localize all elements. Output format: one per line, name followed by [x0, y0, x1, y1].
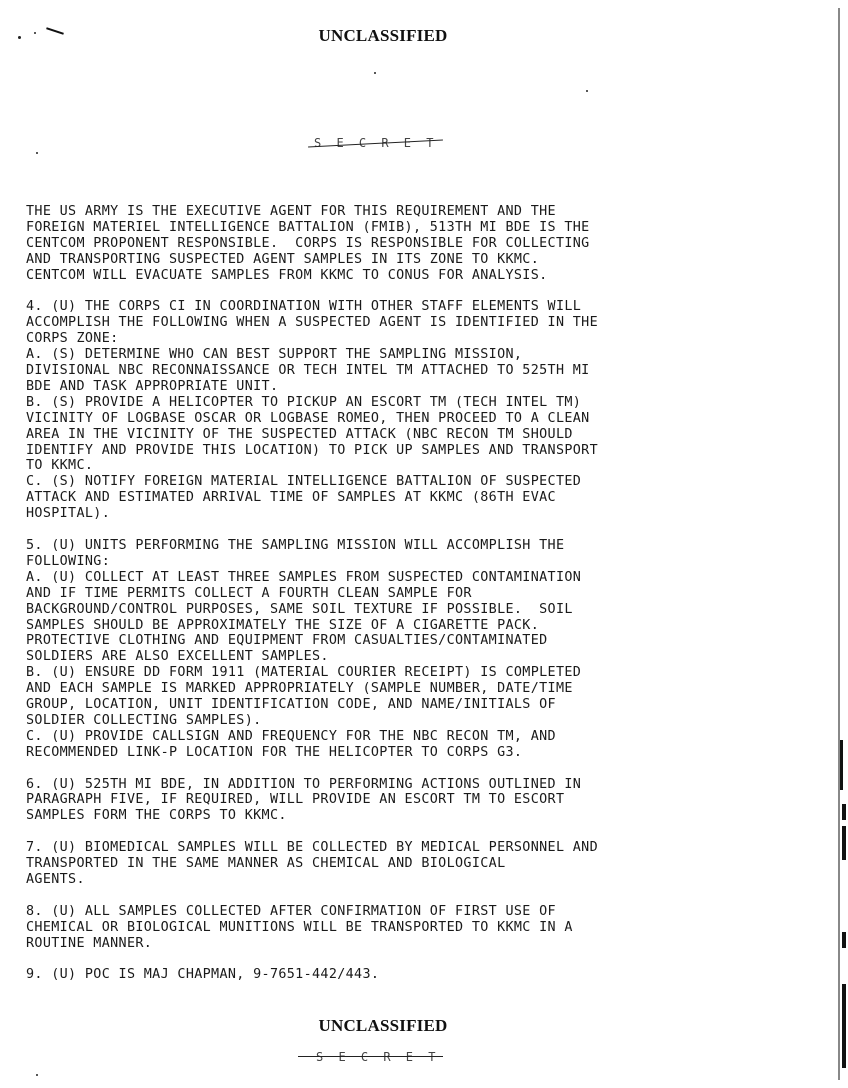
- scan-mark: [842, 932, 846, 948]
- paragraph-7: [26, 840, 726, 888]
- text-line: PARAGRAPH FIVE, IF REQUIRED, WILL PROVIDE AN ESCORT TM TO ESCORT: [26, 792, 565, 808]
- strikethrough-line: [298, 1056, 443, 1057]
- message-body: [26, 204, 726, 999]
- scan-mark: [840, 740, 843, 790]
- scan-mark: [842, 804, 846, 820]
- secret-marking-text: S E C R E T: [314, 136, 438, 150]
- text-line: A. (S) DETERMINE WHO CAN BEST SUPPORT THE SAMPLING MISSION,: [26, 347, 523, 363]
- text-line: FOREIGN MATERIEL INTELLIGENCE BATTALION (FMIB), 513TH MI BDE IS THE: [26, 219, 590, 235]
- text-line: CHEMICAL OR BIOLOGICAL MUNITIONS WILL BE TRANSPORTED TO KKMC IN A: [26, 919, 573, 935]
- text-line: RECOMMENDED LINK-P LOCATION FOR THE HELICOPTER TO CORPS G3.: [26, 744, 523, 760]
- paragraph-5: [26, 538, 726, 761]
- scan-mark: [842, 984, 846, 1068]
- text-line: 9. (U) POC IS MAJ CHAPMAN, 9-7651-442/443.: [26, 967, 380, 983]
- scan-edge-line: [838, 8, 840, 1080]
- text-line: AND EACH SAMPLE IS MARKED APPROPRIATELY (SAMPLE NUMBER, DATE/TIME: [26, 681, 573, 697]
- text-line: AGENTS.: [26, 872, 85, 887]
- text-line: VICINITY OF LOGBASE OSCAR OR LOGBASE ROMEO, THEN PROCEED TO A CLEAN: [26, 410, 590, 426]
- text-line: TO KKMC.: [26, 458, 94, 474]
- text-line: B. (U) ENSURE DD FORM 1911 (MATERIAL COURIER RECEIPT) IS COMPLETED: [26, 665, 582, 681]
- scan-dot: [36, 152, 38, 154]
- classification-footer: UNCLASSIFIED: [318, 1016, 448, 1035]
- text-line: 4. (U) THE CORPS CI IN COORDINATION WITH OTHER STAFF ELEMENTS WILL: [26, 299, 582, 315]
- text-line: CENTCOM WILL EVACUATE SAMPLES FROM KKMC TO CONUS FOR ANALYSIS.: [26, 267, 548, 283]
- text-line: THE US ARMY IS THE EXECUTIVE AGENT FOR THIS REQUIREMENT AND THE: [26, 204, 556, 219]
- scan-dot: [374, 72, 376, 74]
- text-line: IDENTIFY AND PROVIDE THIS LOCATION) TO PICK UP SAMPLES AND TRANSPORT: [26, 442, 599, 458]
- text-line: B. (S) PROVIDE A HELICOPTER TO PICKUP AN ESCORT TM (TECH INTEL TM): [26, 394, 582, 410]
- text-line: AND IF TIME PERMITS COLLECT A FOURTH CLEAN SAMPLE FOR: [26, 585, 472, 601]
- text-line: 8. (U) ALL SAMPLES COLLECTED AFTER CONFIRMATION OF FIRST USE OF: [26, 903, 556, 919]
- text-line: CORPS ZONE:: [26, 331, 119, 347]
- text-line: GROUP, LOCATION, UNIT IDENTIFICATION CODE, AND NAME/INITIALS OF: [26, 697, 556, 713]
- secret-marking-top: [314, 136, 437, 150]
- paragraph-9: [26, 967, 726, 983]
- secret-marking-text: S E C R E T: [316, 1050, 440, 1064]
- text-line: TRANSPORTED IN THE SAME MANNER AS CHEMICAL AND BIOLOGICAL: [26, 856, 506, 872]
- intro-paragraph: [26, 204, 726, 284]
- paragraph-4: [26, 299, 726, 522]
- text-line: AND TRANSPORTING SUSPECTED AGENT SAMPLES IN ITS ZONE TO KKMC.: [26, 251, 540, 267]
- scan-dot: [36, 1074, 38, 1076]
- secret-marking-bottom: [316, 1050, 439, 1064]
- text-line: 6. (U) 525TH MI BDE, IN ADDITION TO PERFORMING ACTIONS OUTLINED IN: [26, 776, 582, 792]
- text-line: FOLLOWING:: [26, 553, 111, 569]
- text-line: ATTACK AND ESTIMATED ARRIVAL TIME OF SAMPLES AT KKMC (86TH EVAC: [26, 490, 556, 506]
- text-line: SAMPLES FORM THE CORPS TO KKMC.: [26, 808, 287, 824]
- text-line: SOLDIER COLLECTING SAMPLES).: [26, 712, 262, 728]
- text-line: C. (S) NOTIFY FOREIGN MATERIAL INTELLIGENCE BATTALION OF SUSPECTED: [26, 474, 582, 490]
- text-line: BACKGROUND/CONTROL PURPOSES, SAME SOIL TEXTURE IF POSSIBLE. SOIL: [26, 601, 573, 617]
- text-line: DIVISIONAL NBC RECONNAISSANCE OR TECH INTEL TM ATTACHED TO 525TH MI: [26, 363, 590, 379]
- text-line: 7. (U) BIOMEDICAL SAMPLES WILL BE COLLECTED BY MEDICAL PERSONNEL AND: [26, 840, 599, 856]
- scan-mark: [842, 826, 846, 860]
- scan-dot: [586, 90, 588, 92]
- text-line: AREA IN THE VICINITY OF THE SUSPECTED ATTACK (NBC RECON TM SHOULD: [26, 426, 573, 442]
- paragraph-6: [26, 777, 726, 825]
- text-line: PROTECTIVE CLOTHING AND EQUIPMENT FROM CASUALTIES/CONTAMINATED: [26, 633, 548, 649]
- text-line: HOSPITAL).: [26, 506, 111, 522]
- text-line: ACCOMPLISH THE FOLLOWING WHEN A SUSPECTED AGENT IS IDENTIFIED IN THE: [26, 315, 599, 331]
- text-line: 5. (U) UNITS PERFORMING THE SAMPLING MISSION WILL ACCOMPLISH THE: [26, 538, 565, 553]
- text-line: SOLDIERS ARE ALSO EXCELLENT SAMPLES.: [26, 649, 329, 665]
- paragraph-8: [26, 904, 726, 952]
- text-line: BDE AND TASK APPROPRIATE UNIT.: [26, 378, 279, 394]
- text-line: C. (U) PROVIDE CALLSIGN AND FREQUENCY FOR THE NBC RECON TM, AND: [26, 728, 556, 744]
- text-line: A. (U) COLLECT AT LEAST THREE SAMPLES FROM SUSPECTED CONTAMINATION: [26, 569, 582, 585]
- classification-header: UNCLASSIFIED: [318, 26, 448, 45]
- text-line: CENTCOM PROPONENT RESPONSIBLE. CORPS IS RESPONSIBLE FOR COLLECTING: [26, 235, 590, 251]
- text-line: ROUTINE MANNER.: [26, 935, 153, 951]
- text-line: SAMPLES SHOULD BE APPROXIMATELY THE SIZE OF A CIGARETTE PACK.: [26, 617, 540, 633]
